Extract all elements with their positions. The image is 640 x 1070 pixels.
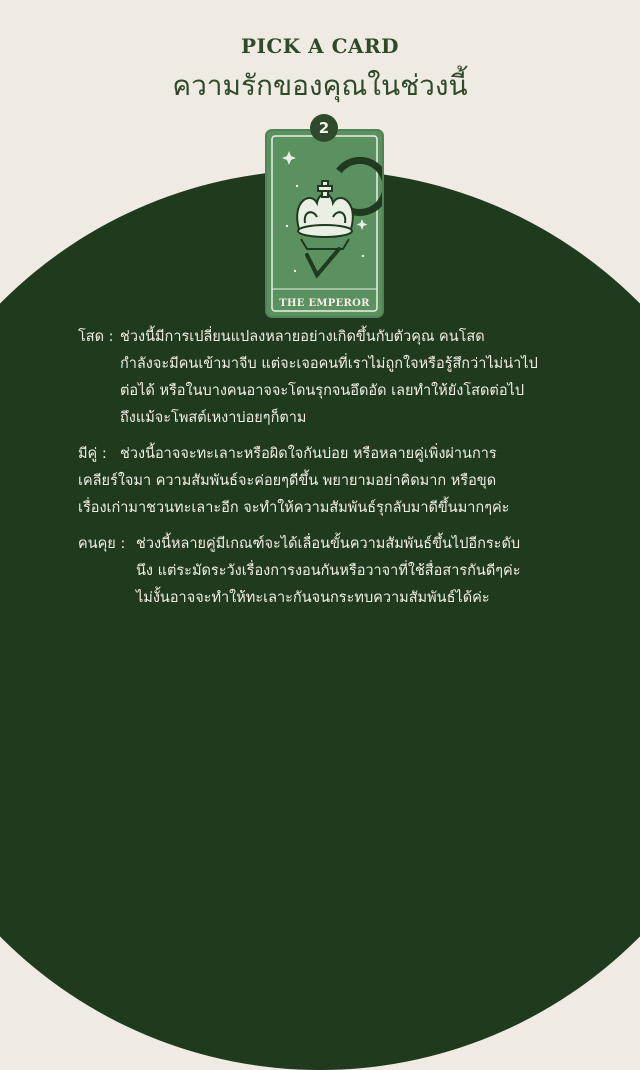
- tarot-card: [267, 131, 382, 316]
- reading-line: ช่วงนี้หลายคู่มีเกณฑ์จะได้เลื่อนขั้นความสัมพันธ์ขึ้นไปอีกระดับ: [136, 536, 521, 552]
- page-title: ความรักของคุณในช่วงนี้: [172, 69, 468, 102]
- v-letter-icon: [307, 249, 339, 275]
- card-number-badge: 2: [310, 114, 338, 142]
- reading-label-single: โสด :: [78, 329, 114, 345]
- crown-icon: [297, 181, 353, 249]
- reading-label-couple: มีคู่ :: [78, 446, 107, 462]
- reading-line: ช่วงนี้อาจจะทะเลาะหรือผิดใจกันบ่อย หรือหลายคู่เพิ่งผ่านการ: [120, 446, 497, 462]
- pick-a-card-label: PICK A CARD: [240, 34, 400, 58]
- reading-line: นึง แต่ระมัดระวังเรื่องการงอนกันหรือวาจาที่ใช้สื่อสารกันดีๆค่ะ: [136, 563, 521, 579]
- card-name: THE EMPEROR: [279, 298, 370, 309]
- reading-line: กำลังจะมีคนเข้ามาจีบ แต่จะเจอคนที่เราไม่ถูกใจหรือรู้สึกว่าไม่น่าไป: [120, 356, 538, 372]
- reading-line: ต่อได้ หรือในบางคนอาจจะโดนรุกจนอึดอัด เลยทำให้ยังโสดต่อไป: [120, 383, 525, 399]
- reading-line: ช่วงนี้มีการเปลี่ยนแปลงหลายอย่างเกิดขึ้นกับตัวคุณ คนโสด: [120, 329, 485, 345]
- reading-line: ถึงแม้จะโพสต์เหงาบ่อยๆก็ตาม: [120, 410, 307, 426]
- reading-label-talking: คนคุย :: [78, 536, 126, 552]
- reading-line: ไม่งั้นอาจจะทำให้ทะเลาะกันจนกระทบความสัมพันธ์ได้ค่ะ: [136, 590, 490, 606]
- reading-line: เรื่องเก่ามาชวนทะเลาะอีก จะทำให้ความสัมพันธ์รุกลับมาดีขึ้นมากๆค่ะ: [78, 500, 510, 516]
- reading-line: เคลียร์ใจมา ความสัมพันธ์จะค่อยๆดีขึ้น พยายามอย่าคิดมาก หรือขุด: [78, 473, 497, 489]
- card-artwork: [267, 131, 382, 316]
